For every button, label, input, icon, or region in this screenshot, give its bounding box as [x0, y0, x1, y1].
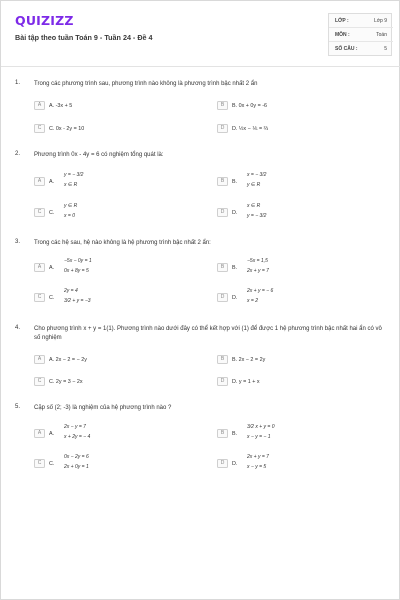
equation-line: 2x + 0y = 1 [64, 464, 89, 470]
option-prefix: D. [232, 209, 238, 216]
option-letter: B [217, 101, 228, 110]
info-label: LỚP : [335, 18, 349, 24]
equation-line: y = − 3/2 [247, 213, 267, 219]
equation-line: x = 2 [247, 298, 258, 304]
option-letter: C [34, 377, 45, 386]
option-2a[interactable] [34, 171, 184, 193]
question-text: Phương trình 0x - 4y = 6 có nghiệm tổng quát là: [34, 152, 164, 158]
option-prefix: B. [232, 178, 238, 185]
equation-line: x = 0 [64, 213, 75, 219]
question-text: Trong các hệ sau, hệ nào không là hệ phương trình bậc nhất 2 ẩn: [34, 240, 211, 246]
option-text: A. 2x − 2 = − 2y [49, 356, 87, 363]
option-1a[interactable] [34, 99, 184, 112]
option-3c[interactable] [34, 287, 184, 309]
info-label: MÔN : [335, 32, 350, 38]
option-3d[interactable] [217, 287, 367, 309]
option-letter: A [34, 263, 45, 272]
option-prefix: C. [49, 209, 55, 216]
option-text: D. y = 1 + x [232, 378, 260, 385]
info-box [328, 13, 392, 56]
info-row-count [329, 42, 393, 56]
option-letter: A [34, 429, 45, 438]
info-row-subject [329, 28, 393, 42]
equation-line: 2x + y = − 6 [247, 288, 274, 294]
option-letter: C [34, 208, 45, 217]
option-4b[interactable] [217, 353, 367, 366]
info-value: 5 [384, 46, 387, 52]
question-text: Cho phương trình x + y = 1(1). Phương trình nào dưới đây có thể kết hợp với (1) để được 1 hệ phương trình bậc nhất hai ẩn có vô số nghiệm [34, 326, 382, 341]
equation-line: 2x + y = 7 [247, 454, 269, 460]
equation-line: y ∈ R [64, 203, 78, 209]
option-2c[interactable] [34, 202, 184, 224]
option-text: B. 0x + 0y = -6 [232, 102, 268, 109]
option-letter: A [34, 177, 45, 186]
equation-line: y = − 3/2 [64, 172, 84, 178]
option-text: B. 2x − 2 = 2y [232, 356, 266, 363]
equation-line: x ∈ R [64, 182, 78, 188]
option-text: D. ½x − ⅙ = ⅔ [232, 125, 269, 132]
option-prefix: D. [232, 460, 238, 467]
option-letter: D [217, 377, 228, 386]
option-letter: B [217, 177, 228, 186]
question-text: Trong các phương trình sau, phương trình nào không là phương trình bậc nhất 2 ẩn [34, 81, 258, 87]
equation-line: 0x − 2y = 6 [64, 454, 89, 460]
question-number: 5. [15, 404, 21, 410]
option-letter: D [217, 124, 228, 133]
info-label: SỐ CÂU : [335, 46, 358, 52]
option-prefix: D. [232, 294, 238, 301]
option-4d[interactable] [217, 375, 367, 388]
option-text: A. -3x + 5 [49, 102, 73, 109]
option-5a[interactable] [34, 423, 184, 445]
option-letter: B [217, 429, 228, 438]
option-prefix: B. [232, 264, 238, 271]
option-prefix: A. [49, 264, 55, 271]
equation-line: 2x − y = 7 [64, 424, 86, 430]
option-letter: C [34, 293, 45, 302]
equation-line: x = − 3/2 [247, 172, 267, 178]
equation-line: −5x = 1,5 [247, 258, 268, 264]
option-letter: D [217, 293, 228, 302]
option-3a[interactable] [34, 257, 184, 279]
question-number: 2. [15, 151, 21, 157]
question-text: Cặp số (2; -3) là nghiệm của hệ phương trình nào ? [34, 405, 172, 411]
equation-line: 3/2 x + y = 0 [247, 424, 275, 430]
option-prefix: B. [232, 430, 238, 437]
option-letter: D [217, 459, 228, 468]
option-1d[interactable] [217, 122, 367, 135]
equation-line: 2y = 4 [64, 288, 78, 294]
question-number: 4. [15, 325, 21, 331]
option-letter: A [34, 355, 45, 364]
equation-line: 2x + y = 7 [247, 268, 269, 274]
equation-line: −5x − 0y = 1 [64, 258, 92, 264]
info-value: Lớp 9 [373, 18, 387, 24]
question-number: 1. [15, 80, 21, 86]
equation-line: x ∈ R [247, 203, 261, 209]
info-value: Toán [376, 32, 387, 38]
option-letter: B [217, 263, 228, 272]
option-4c[interactable] [34, 375, 184, 388]
worksheet-title: Bài tập theo tuần Toán 9 - Tuần 24 - Đề 4 [15, 33, 153, 42]
option-prefix: C. [49, 294, 55, 301]
option-letter: C [34, 124, 45, 133]
option-2b[interactable] [217, 171, 367, 193]
option-letter: C [34, 459, 45, 468]
option-letter: D [217, 208, 228, 217]
equation-line: 0x + 8y = 5 [64, 268, 89, 274]
option-5d[interactable] [217, 453, 367, 475]
option-text: C. 0x - 2y = 10 [49, 125, 85, 132]
question-number: 3. [15, 239, 21, 245]
option-1b[interactable] [217, 99, 367, 112]
option-letter: A [34, 101, 45, 110]
equation-line: x − y = 5 [247, 464, 267, 470]
info-row-class [329, 14, 393, 28]
option-5c[interactable] [34, 453, 184, 475]
option-prefix: A. [49, 430, 55, 437]
option-prefix: C. [49, 460, 55, 467]
option-2d[interactable] [217, 202, 367, 224]
option-3b[interactable] [217, 257, 367, 279]
quizizz-logo: QUIZIZZ [15, 13, 74, 28]
option-prefix: A. [49, 178, 55, 185]
equation-line: x − y = − 1 [247, 434, 271, 440]
option-text: C. 2y = 3 − 2x [49, 378, 83, 385]
option-letter: B [217, 355, 228, 364]
equation-line: 3/2 + y = −3 [64, 298, 91, 304]
option-5b[interactable] [217, 423, 367, 445]
worksheet-header [1, 1, 400, 67]
option-4a[interactable] [34, 353, 184, 366]
equation-line: x + 2y = − 4 [64, 434, 91, 440]
option-1c[interactable] [34, 122, 184, 135]
equation-line: y ∈ R [247, 182, 261, 188]
